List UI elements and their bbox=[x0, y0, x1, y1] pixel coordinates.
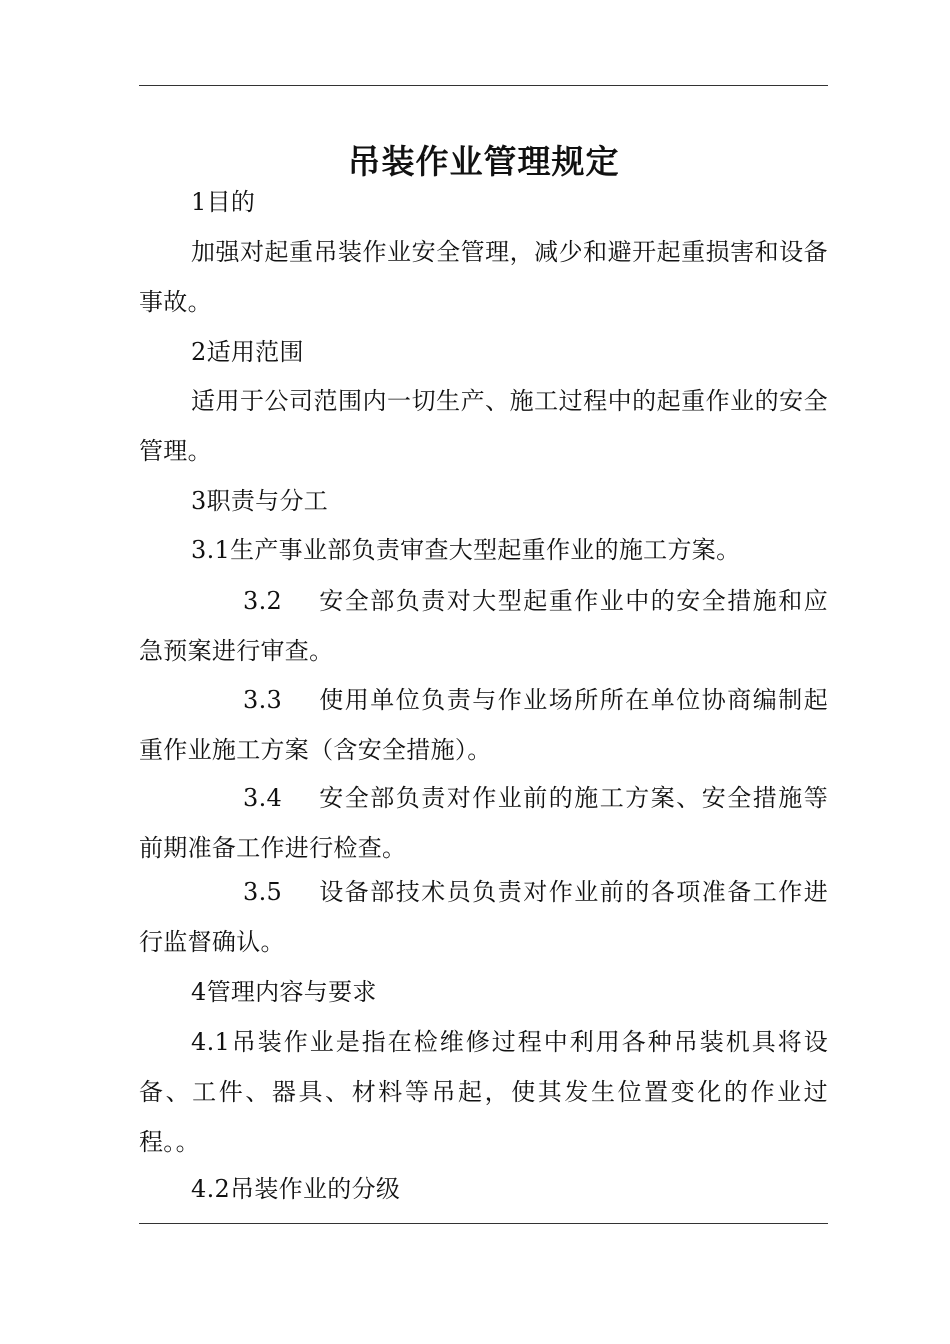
paragraph-text: 3.1生产事业部负责审查大型起重作业的施工方案。 bbox=[191, 536, 741, 564]
paragraph-text: 2适用范围 bbox=[191, 338, 304, 366]
section-heading-requirements bbox=[139, 967, 828, 1017]
paragraph-text: 使用单位负责与作业场所所在单位协商编制起重作业施工方案（含安全措施）。 bbox=[139, 686, 828, 764]
clause-number: 3.2 bbox=[243, 587, 283, 615]
section-heading-scope bbox=[139, 327, 828, 377]
section-heading-duties bbox=[139, 476, 828, 526]
paragraph-text: 4.1吊装作业是指在检维修过程中利用各种吊装机具将设备、工件、器具、材料等吊起，使其发生位置变化的作业过程。。 bbox=[139, 1028, 828, 1156]
paragraph-text: 设备部技术员负责对作业前的各项准备工作进行监督确认。 bbox=[139, 878, 828, 956]
footer-rule bbox=[139, 1223, 828, 1224]
paragraph-text: 适用于公司范围内一切生产、施工过程中的起重作业的安全管理。 bbox=[139, 387, 828, 465]
paragraph-text: 加强对起重吊装作业安全管理，减少和避开起重损害和设备事故。 bbox=[139, 238, 828, 316]
clause-number: 3.4 bbox=[243, 784, 283, 812]
paragraph-text: 1目的 bbox=[191, 188, 256, 216]
clause-4-1 bbox=[139, 1017, 828, 1167]
page-title: 吊装作业管理规定 bbox=[347, 142, 620, 182]
clause-number: 3.3 bbox=[243, 686, 283, 714]
header-rule bbox=[139, 85, 828, 86]
paragraph-text: 安全部负责对作业前的施工方案、安全措施等前期准备工作进行检查。 bbox=[139, 784, 828, 862]
clause-3-5 bbox=[139, 867, 828, 967]
paragraph-purpose bbox=[139, 227, 828, 327]
paragraph-text: 安全部负责对大型起重作业中的安全措施和应急预案进行审查。 bbox=[139, 587, 828, 665]
clause-3-3 bbox=[139, 675, 828, 775]
section-heading-purpose bbox=[139, 177, 828, 227]
clause-3-2 bbox=[139, 576, 828, 676]
clause-3-4 bbox=[139, 773, 828, 873]
clause-number: 3.5 bbox=[243, 878, 283, 906]
paragraph-text: 3职责与分工 bbox=[191, 487, 329, 515]
paragraph-text: 4管理内容与要求 bbox=[191, 978, 377, 1006]
paragraph-scope bbox=[139, 376, 828, 476]
clause-4-2 bbox=[139, 1164, 828, 1214]
paragraph-text: 4.2吊装作业的分级 bbox=[191, 1175, 401, 1203]
clause-3-1 bbox=[139, 525, 828, 575]
